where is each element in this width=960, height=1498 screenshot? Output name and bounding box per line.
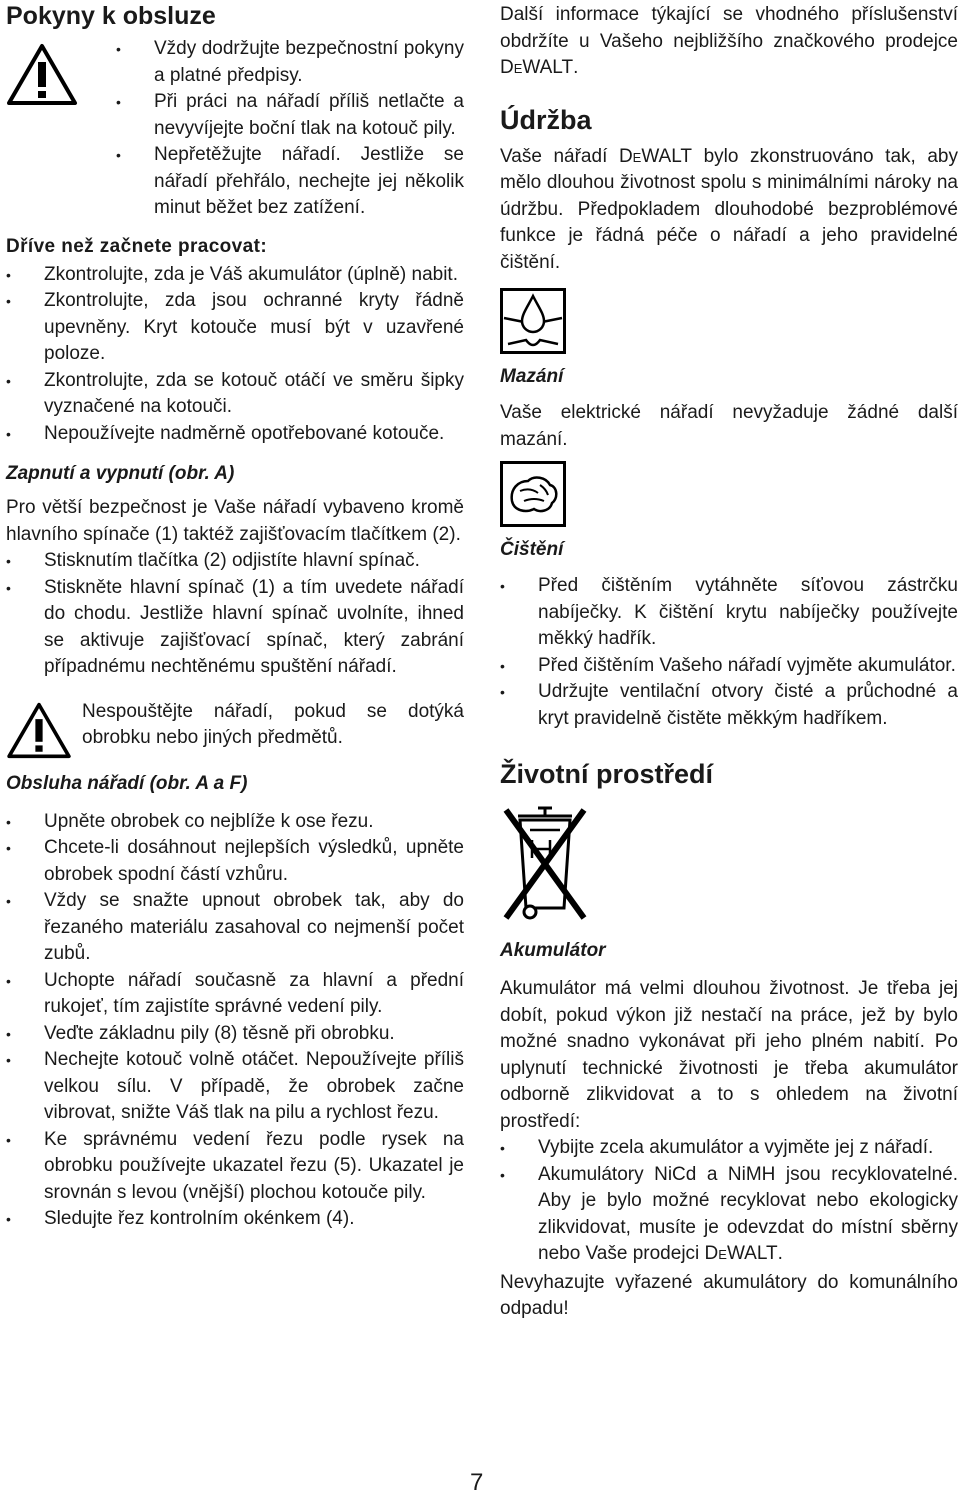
page-number: 7 — [470, 1469, 484, 1496]
list-item: • Udržujte ventilační otvory čisté a průchodné a kryt pravidelně čistěte měkkým hadříkem. — [500, 679, 958, 732]
switch-intro: Pro větší bezpečnost je Vaše nářadí vybaveno kromě hlavního spínače (1) taktéž zajišťovacím tlačítkem (2). — [6, 497, 464, 545]
maintenance-heading: Údržba — [500, 104, 592, 135]
lubrication-heading: Mazání — [500, 366, 564, 387]
list-item: • Zkontrolujte, zda jsou ochranné kryty řádně upevněny. Kryt kotouče musí být v uzavřené poloze. — [6, 288, 464, 368]
brand-name: DeWALT — [704, 1243, 778, 1264]
battery-list — [500, 1135, 958, 1268]
list-item: • Upněte obrobek co nejblíže k ose řezu. — [6, 809, 464, 836]
list-item: • Nepřetěžujte nářadí. Jestliže se nářadí přehřálo, nechejte jej několik minut běžet bez zatížení. — [116, 142, 464, 222]
list-item: • Sledujte řez kontrolním okénkem (4). — [6, 1206, 464, 1233]
battery-text: Akumulátor má velmi dlouhou životnost. Je třeba jej dobít, pokud výkon již nestačí na práce, jež by bylo možné snadno vykonávat při jeho plném nabití. Po uplynutí technické životnosti je třeba akumulátor odborně zlikvidovat a to s ohledem na životní prostředí: — [500, 978, 958, 1132]
list-item: • Vybijte zcela akumulátor a vyjměte jej z nářadí. — [500, 1135, 958, 1162]
battery-heading: Akumulátor — [500, 940, 606, 961]
list-item: • Nechejte kotouč volně otáčet. Nepoužívejte příliš velkou sílu. V případě, že obrobek začne vibrovat, snižte Váš tlak na pilu a rychlost řezu. — [6, 1047, 464, 1127]
operation-heading: Obsluha nářadí (obr. A a F) — [6, 772, 248, 794]
warning-note — [6, 699, 464, 759]
warning-triangle-icon — [6, 701, 72, 759]
list-item: • Před čištěním vytáhněte síťovou zástrčku nabíječky. K čištění krytu nabíječky používejte měkký hadřík. — [500, 573, 958, 653]
cleaning-list — [500, 573, 958, 732]
cleaning-cloth-icon — [500, 461, 566, 527]
list-item: • Veďte základnu pily (8) těsně při obrobku. — [6, 1021, 464, 1048]
brand-name: DeWALT — [500, 57, 574, 78]
maintenance-text: Vaše nářadí DeWALT bylo zkonstruováno tak, aby mělo dlouhou životnost spolu s minimálními nároky na údržbu. Předpokladem dlouhodobé bezproblémové funkce je řádná péče o nářadí a jeho pravidelné čištění. — [500, 145, 959, 273]
before-work-heading: Dříve než začnete pracovat: — [6, 235, 268, 257]
operation-list — [6, 809, 464, 1233]
switch-list — [6, 548, 464, 681]
list-item: • Stiskněte hlavní spínač (1) a tím uvedete nářadí do chodu. Jestliže hlavní spínač uvolníte, ihned se aktivuje zajišťovací spínač, který zabrání případnému nechtěnému spuštění nářadí. — [6, 575, 464, 681]
final-text: Nevyhazujte vyřazené akumulátory do komunálního odpadu! — [500, 1271, 958, 1319]
list-item: • Uchopte nářadí současně za hlavní a přední rukojeť, tím zajistíte správné vedení pily. — [6, 968, 464, 1021]
list-item: • Ke správnému vedení řezu podle rysek na obrobku používejte ukazatel řezu (5). Ukazatel je srovnán s levou (vnější) plochou kotouče pily. — [6, 1127, 464, 1207]
list-item: • Při práci na nářadí příliš netlačte a nevyvíjejte boční tlak na kotouč pily. — [116, 89, 464, 142]
page-title: Pokyny k obsluze — [6, 2, 216, 30]
list-item: • Nepoužívejte nadměrně opotřebované kotouče. — [6, 421, 464, 448]
crossed-out-wheelie-bin-icon — [500, 800, 590, 924]
brand-name: DeWALT — [618, 145, 692, 167]
list-item: • Vždy se snažte upnout obrobek tak, aby do řezaného materiálu zasahoval co nejmenší počet zubů. — [6, 888, 464, 968]
warning-text: Nespouštějte nářadí, pokud se dotýká obrobku nebo jiných předmětů. — [82, 700, 464, 748]
safety-section — [6, 36, 464, 222]
oil-drop-icon — [500, 288, 566, 354]
list-item: • Akumulátory NiCd a NiMH jsou recyklovatelné. Aby je bylo možné recyklovat nebo ekologicky zlikvidovat, musíte je odevzdat do místní sběrny nebo Vaše prodejci DeWALT. — [500, 1162, 958, 1268]
list-item: • Zkontrolujte, zda se kotouč otáčí ve směru šipky vyznačené na kotouči. — [6, 368, 464, 421]
list-item: • Chcete-li dosáhnout nejlepších výsledků, upněte obrobek spodní částí vzhůru. — [6, 835, 464, 888]
cleaning-heading: Čištění — [500, 539, 564, 560]
switch-heading: Zapnutí a vypnutí (obr. A) — [6, 463, 235, 484]
list-item: • Zkontrolujte, zda je Váš akumulátor (úplně) nabit. — [6, 262, 464, 289]
right-column — [500, 0, 958, 1323]
left-column — [6, 0, 464, 1233]
safety-list — [116, 36, 464, 222]
lubrication-text: Vaše elektrické nářadí nevyžaduje žádné další mazání. — [500, 402, 958, 450]
list-item: • Vždy dodržujte bezpečnostní pokyny a platné předpisy. — [116, 36, 464, 89]
environment-heading: Životní prostředí — [500, 759, 714, 789]
before-work-list — [6, 262, 464, 448]
list-item: • Stisknutím tlačítka (2) odjistíte hlavní spínač. — [6, 548, 464, 575]
warning-triangle-icon — [6, 42, 78, 106]
list-item: • Před čištěním Vašeho nářadí vyjměte akumulátor. — [500, 653, 958, 680]
accessories-text: Další informace týkající se vhodného příslušenství obdržíte u Vašeho nejbližšího značkového prodejce DeWALT. — [500, 4, 958, 78]
